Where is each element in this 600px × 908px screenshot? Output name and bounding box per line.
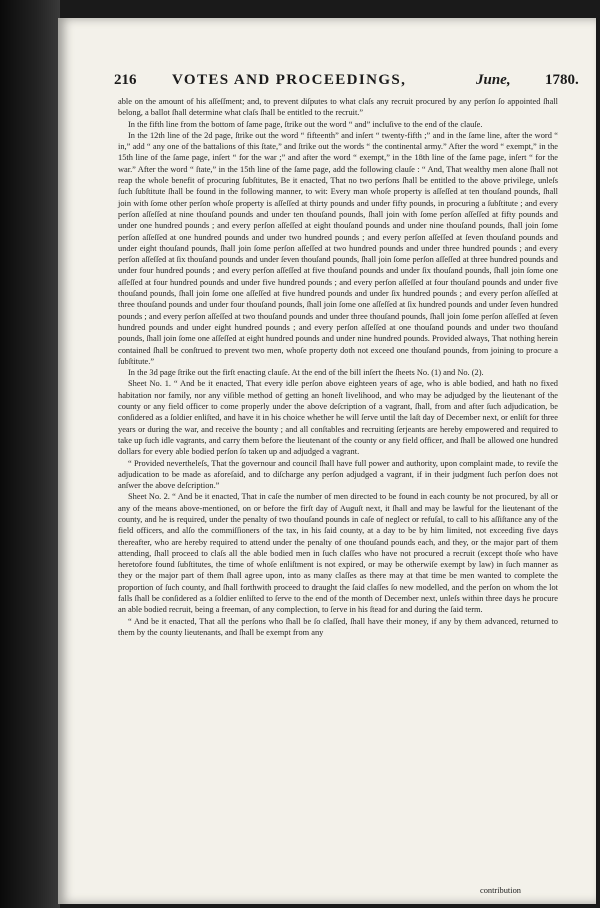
paragraph-third-page: In the 3d page ſtrike out the firſt enacting clauſe. At the end of the bill inſert the ſheets No. (1) and No. (2).	[128, 368, 484, 378]
paragraph-sheet-two: Sheet No. 2. “ And be it enacted, That in caſe the number of men directed to be found in each county be not procured, by all or any of the means above-mentioned, on or before the firſt day of Auguſt next, it ſhall and may be lawful for the lieutenant of the county, and he is required, under the penalty of two thouſand pounds in caſe of neglect or refuſal, to call to his aſſiſtance any of the field officers, and alſo the commiſſioners of the tax, in his ſaid county, at a day to be by him limited, not exceeding five days thereafter, who are hereby required to attend under the penalty of one thouſand pounds each, and they, or the major part of them attending, ſhall proceed to claſs all the able bodied men in ſuch claſſes who have not procured a recruit (except thoſe who have heretofore found ſubſtitutes, the time of whoſe enliſtment is not expired, or may be otherwiſe exempt by law) in ſuch manner as they or the major part of them ſhall agree upon, into as many claſſes as there may at that time be men wanted to complete the proportion of ſuch county, and ſhall forthwith proceed to draught the ſaid claſſes ſo new modelled, and the perſon on whom the lot falls ſhall be conſidered as a ſoldier enliſted to ſerve to the end of the month of December next, unleſs within three days he procure an able bodied recruit, being a freeman, of any complection, to ſerve in his ſtead for and during the ſaid term.	[118, 492, 558, 615]
paragraph-fifth-line: In the fifth line from the bottom of ſame page, ſtrike out the word “ and” incluſive to the end of the clauſe.	[128, 119, 483, 129]
catchword: contribution	[480, 886, 521, 895]
paragraph-sheet-one: Sheet No. 1. “ And be it enacted, That every idle perſon above eighteen years of age, who is able bodied, and hath no fixed habitation nor family, nor any viſible method of getting an honeſt livelihood, and who may be adjudged by the lieutenant of the county or any field officer to come properly under the above deſcription of a vagrant, ſhall, from and after ſuch adjudication, be conſidered as a ſoldier enliſted, and have it in his choice whether he will ſerve until the laſt day of December next, or enliſt for three years or during the war, and receive the bounty ; and all conſtables and recruiting ſerjeants are hereby empowered and required to take up ſuch idle vagrants, and carry them before the lieutenant of the county or any field officer, and ſhall be allowed one hundred dollars for every able bodied perſon ſo taken up and adjudged a vagrant.	[118, 379, 558, 457]
paragraph-proviso: “ Provided nevertheleſs, That the governour and council ſhall have full power and authority, upon complaint made, to reviſe the adjudication to be made as aforeſaid, and to diſcharge any perſon adjudged a vagrant, if in their judgment ſuch perſon does not anſwer the above deſcription.”	[118, 458, 558, 491]
paragraph-final: “ And be it enacted, That all the perſons who ſhall be ſo claſſed, ſhall have their money, if any by them advanced, returned to them by the county lieutenants, and ſhall be exempt from any	[118, 616, 558, 637]
paragraph-continuation: able on the amount of his aſſeſſment; and, to prevent diſputes to what claſs any recruit procured by any perſon ſo appointed ſhall belong, a ballot ſhall determine what claſs ſhall be entitled to the recruit.”	[118, 97, 558, 118]
running-month: June,	[476, 72, 511, 88]
page-number: 216	[114, 72, 137, 88]
paragraph-twelfth-line: In the 12th line of the 2d page, ſtrike out the word “ fifteenth” and inſert “ twenty-fifth ;” and in the ſame line, after the word “ in,” add “ any one of the battalions of this ſtate,” and ſtrike out the words “ the continental army.” After the word “ exempt,” in the 15th line of the ſame page, inſert “ for the war ;” and after the word “ exempt,” in the 18th line of the ſame page, inſert “ for the war.” After the word “ ſtate,” in the 15th line of the ſame page, add the following clauſe : “ And, That wealthy men alone ſhall not reap the whole benefit of procuring ſubſtitutes, Be it enacted, That no two perſons ſhall be entitled to the above privilege, unleſs ſuch ſubſtitute ſhall be found in the following manner, to wit: Every man whoſe property is aſſeſſed at ten thouſand pounds, ſhall join with ſome other perſon whoſe property is aſſeſſed at thirty pounds and under fifty pounds, in procuring a ſubſtitute ; and every perſon aſſeſſed at nine thouſand pounds and under ten thouſand pounds, ſhall join with ſome perſon aſſeſſed at fifty pounds and under one hundred pounds ; and every perſon aſſeſſed at eight thouſand pounds and under nine thouſand pounds, ſhall join ſome perſon aſſeſſed at one hundred pounds and under two hundred pounds ; and every perſon aſſeſſed at ſeven thouſand pounds and under eight thouſand pounds, ſhall join ſome perſon aſſeſſed at two hundred pounds and under three hundred pounds ; and every perſon aſſeſſed at ſix thouſand pounds and under ſeven thouſand pounds, ſhall join ſome perſon aſſeſſed at three hundred pounds and under four hundred pounds ; and every perſon aſſeſſed at five thouſand pounds and under ſix thouſand pounds, ſhall join ſome one aſſeſſed at four hundred pounds and under five hundred pounds ; and every perſon aſſeſſed at four thouſand pounds and under five thouſand pounds, ſhall join ſome one aſſeſſed at five hundred pounds and under ſix hundred pounds ; and every perſon aſſeſſed at three thouſand pounds and under four thouſand pounds, ſhall join ſome one aſſeſſed at ſix hundred pounds and under ſeven hundred pounds ; and every perſon aſſeſſed at two thouſand pounds and under three thouſand pounds, ſhall join ſome perſon aſſeſſed at ſeven hundred pounds and under eight hundred pounds ; and every perſon aſſeſſed at one thouſand pounds and under two thouſand pounds, ſhall join ſome one aſſeſſed at eight hundred pounds and under nine hundred pounds. Provided always, That nothing herein contained ſhall be conſtrued to prevent two men, whoſe property doth not exceed one thouſand pounds, from joining to procure a ſubſtitute.”	[118, 130, 558, 366]
running-year: 1780.	[545, 72, 579, 88]
body-text	[118, 96, 558, 638]
running-title: VOTES AND PROCEEDINGS,	[172, 72, 407, 88]
running-header	[114, 72, 594, 94]
scan-edge	[0, 0, 60, 908]
